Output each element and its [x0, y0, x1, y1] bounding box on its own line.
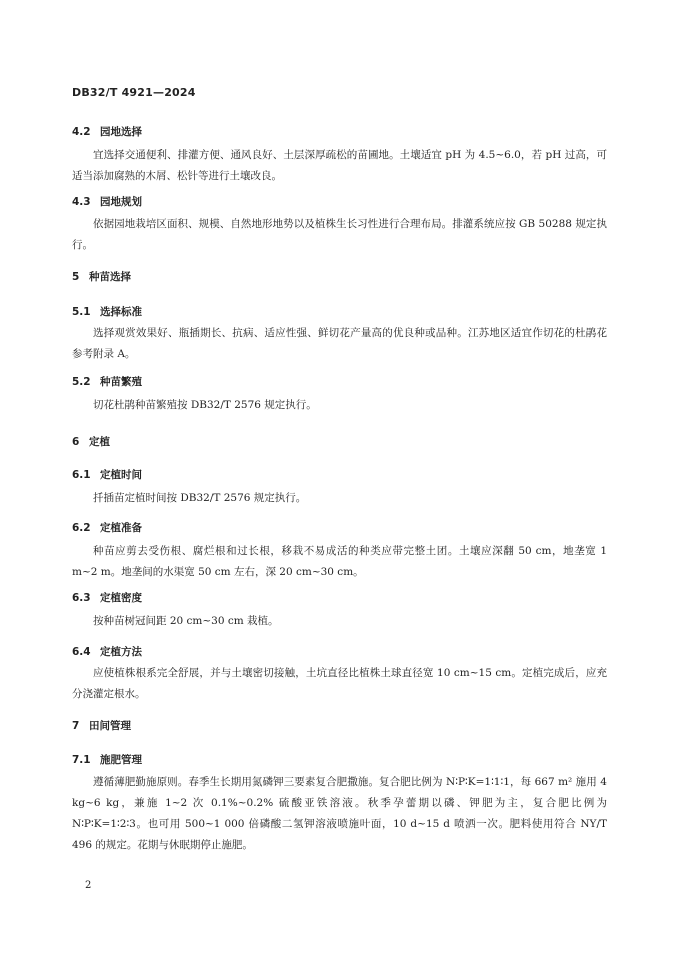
heading-title: 种苗选择 — [89, 271, 131, 283]
heading-5-2 — [72, 374, 142, 389]
page-number: 2 — [85, 880, 92, 891]
heading-number: 6.2 — [72, 522, 91, 534]
paragraph-5-1: 选择观赏效果好、瓶插期长、抗病、适应性强、鲜切花产量高的优良种或品种。江苏地区适宜作切花的杜鹃花参考附录 A。 — [72, 327, 607, 360]
heading-5-1 — [72, 304, 142, 319]
heading-number: 5.1 — [72, 306, 91, 318]
paragraph-6-2: 种苗应剪去受伤根、腐烂根和过长根，移栽不易成活的种类应带完整土团。土壤应深翻 50 cm，地垄宽 1 m~2 m。地垄间的水渠宽 50 cm 左右，深 20 cm~30 cm。 — [72, 545, 607, 578]
heading-4-3 — [72, 194, 142, 209]
heading-title: 施肥管理 — [100, 754, 142, 766]
heading-title: 园地规划 — [100, 196, 142, 208]
heading-number: 7.1 — [72, 754, 91, 766]
heading-6 — [72, 434, 110, 449]
heading-7 — [72, 718, 131, 733]
heading-title: 定植密度 — [100, 592, 142, 604]
heading-6-1 — [72, 467, 142, 482]
heading-title: 选择标准 — [100, 306, 142, 318]
paragraph-6-3: 按种苗树冠间距 20 cm~30 cm 栽植。 — [93, 615, 279, 627]
heading-title: 定植时间 — [100, 469, 142, 481]
heading-number: 6.1 — [72, 469, 91, 481]
heading-number: 6.3 — [72, 592, 91, 604]
heading-title: 定植 — [89, 436, 110, 448]
standard-number-header: DB32/T 4921—2024 — [72, 86, 196, 99]
heading-4-2 — [72, 124, 142, 139]
heading-number: 5 — [72, 271, 80, 283]
heading-6-2 — [72, 520, 142, 535]
paragraph-4-3: 依据园地栽培区面积、规模、自然地形地势以及植株生长习性进行合理布局。排灌系统应按 GB 50288 规定执行。 — [72, 218, 607, 251]
paragraph-6-4: 应使植株根系完全舒展，并与土壤密切接触，土坑直径比植株土球直径宽 10 cm~15 cm。定植完成后，应充分浇灌定根水。 — [72, 667, 607, 700]
heading-title: 定植准备 — [100, 522, 142, 534]
paragraph-4-2: 宜选择交通便利、排灌方便、通风良好、土层深厚疏松的苗圃地。土壤适宜 pH 为 4.5~6.0，若 pH 过高，可适当添加腐熟的木屑、松针等进行土壤改良。 — [72, 149, 607, 182]
heading-title: 定植方法 — [100, 646, 142, 658]
heading-title: 田间管理 — [89, 720, 131, 732]
paragraph-7-1: 遵循薄肥勤施原则。春季生长期用氮磷钾三要素复合肥撒施。复合肥比例为 N∶P∶K=1∶1∶1，每 667 m² 施用 4 kg~6 kg，兼施 1~2 次 0.1%~0.2% 硫酸亚铁溶液。秋季孕蕾期以磷、钾肥为主，复合肥比例为 N∶P∶K=1∶2∶3。也可用 500~1 000 倍磷酸二氢钾溶液喷施叶面，10 d~15 d 喷洒一次。肥料使用符合 NY/T 496 的规定。花期与休眠期停止施肥。 — [72, 776, 607, 851]
heading-title: 种苗繁殖 — [100, 376, 142, 388]
heading-number: 4.2 — [72, 126, 91, 138]
paragraph-5-2: 切花杜鹃种苗繁殖按 DB32/T 2576 规定执行。 — [93, 399, 317, 411]
heading-number: 5.2 — [72, 376, 91, 388]
heading-5 — [72, 269, 131, 284]
paragraph-6-1: 扦插苗定植时间按 DB32/T 2576 规定执行。 — [93, 492, 307, 504]
heading-number: 4.3 — [72, 196, 91, 208]
heading-7-1 — [72, 752, 142, 767]
heading-number: 7 — [72, 720, 80, 732]
heading-number: 6 — [72, 436, 80, 448]
heading-6-3 — [72, 590, 142, 605]
heading-number: 6.4 — [72, 646, 91, 658]
heading-title: 园地选择 — [100, 126, 142, 138]
heading-6-4 — [72, 644, 142, 659]
